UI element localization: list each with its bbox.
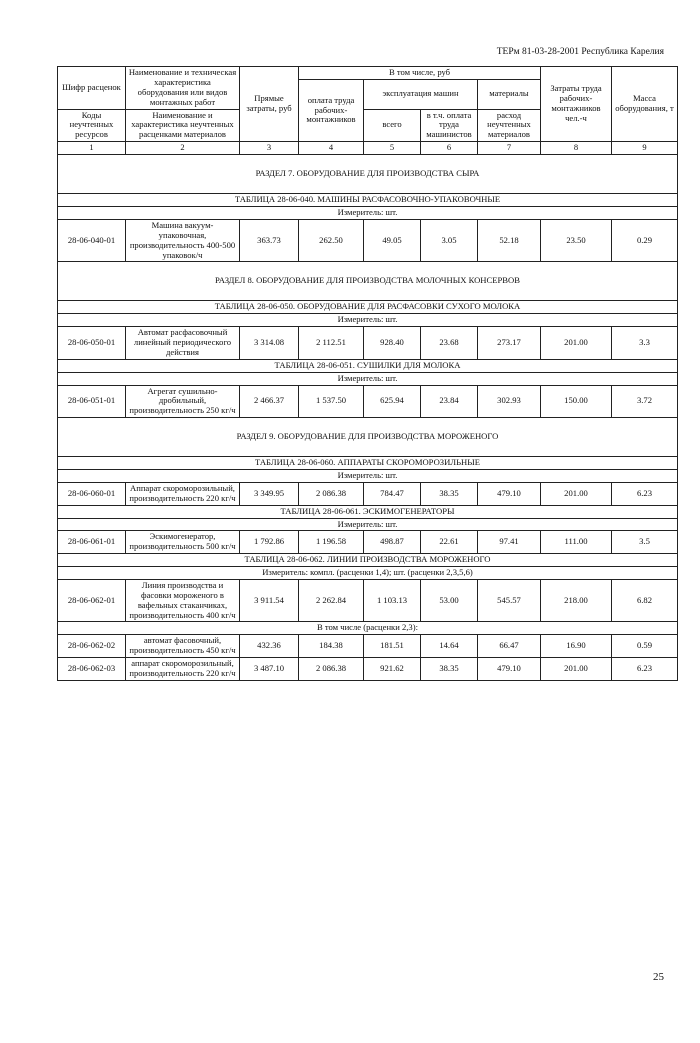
table-row bbox=[58, 658, 678, 681]
col-unacc: расход неучтенных материалов bbox=[478, 109, 541, 142]
row-name: аппарат скороморозильный, производительность 220 кг/ч bbox=[126, 658, 240, 681]
row-mach: 38.35 bbox=[421, 482, 478, 505]
row-wages: 184.38 bbox=[299, 635, 364, 658]
table-title: ТАБЛИЦА 28-06-062. ЛИНИИ ПРОИЗВОДСТВА МОРОЖЕНОГО bbox=[58, 554, 678, 567]
table-title: ТАБЛИЦА 28-06-061. ЭСКИМОГЕНЕРАТОРЫ bbox=[58, 505, 678, 518]
col-mass: Масса оборудования, т bbox=[612, 67, 678, 142]
col-num: 5 bbox=[364, 142, 421, 155]
row-wages: 2 112.51 bbox=[299, 327, 364, 360]
col-exploit: эксплуатация машин bbox=[364, 79, 478, 109]
table-row bbox=[58, 482, 678, 505]
row-labor: 150.00 bbox=[541, 385, 612, 418]
col-total: всего bbox=[364, 109, 421, 142]
row-direct: 2 466.37 bbox=[240, 385, 299, 418]
row-code: 28-06-061-01 bbox=[58, 531, 126, 554]
row-direct: 3 314.08 bbox=[240, 327, 299, 360]
row-mat: 52.18 bbox=[478, 219, 541, 262]
row-code: 28-06-040-01 bbox=[58, 219, 126, 262]
col-num: 9 bbox=[612, 142, 678, 155]
row-labor: 23.50 bbox=[541, 219, 612, 262]
col-num: 6 bbox=[421, 142, 478, 155]
row-labor: 218.00 bbox=[541, 579, 612, 622]
col-materials: материалы bbox=[478, 79, 541, 109]
row-direct: 363.73 bbox=[240, 219, 299, 262]
row-mat: 273.17 bbox=[478, 327, 541, 360]
row-labor: 201.00 bbox=[541, 327, 612, 360]
rates-table bbox=[57, 66, 678, 681]
table-title: ТАБЛИЦА 28-06-050. ОБОРУДОВАНИЕ ДЛЯ РАСФАСОВКИ СУХОГО МОЛОКА bbox=[58, 301, 678, 314]
row-mass: 0.59 bbox=[612, 635, 678, 658]
row-mach: 38.35 bbox=[421, 658, 478, 681]
table-row bbox=[58, 579, 678, 622]
row-wages: 2 262.84 bbox=[299, 579, 364, 622]
row-code: 28-06-051-01 bbox=[58, 385, 126, 418]
row-total: 49.05 bbox=[364, 219, 421, 262]
row-labor: 201.00 bbox=[541, 658, 612, 681]
row-mat: 302.93 bbox=[478, 385, 541, 418]
row-mass: 3.5 bbox=[612, 531, 678, 554]
row-direct: 3 487.10 bbox=[240, 658, 299, 681]
row-mass: 0.29 bbox=[612, 219, 678, 262]
col-labor: Затраты труда рабочих-монтажников чел.-ч bbox=[541, 67, 612, 142]
table-row bbox=[58, 531, 678, 554]
row-mat: 479.10 bbox=[478, 482, 541, 505]
measure-unit: Измеритель: шт. bbox=[58, 372, 678, 385]
row-total: 181.51 bbox=[364, 635, 421, 658]
subheading: В том числе (расценки 2,3): bbox=[58, 622, 678, 635]
col-code-bottom: Коды неучтенных ресурсов bbox=[58, 109, 126, 142]
measure-unit: Измеритель: шт. bbox=[58, 470, 678, 483]
measure-unit: Измеритель: компл. (расценки 1,4); шт. (расценки 2,3,5,6) bbox=[58, 567, 678, 580]
row-mass: 6.82 bbox=[612, 579, 678, 622]
row-wages: 1 196.58 bbox=[299, 531, 364, 554]
measure-unit: Измеритель: шт. bbox=[58, 314, 678, 327]
row-code: 28-06-062-01 bbox=[58, 579, 126, 622]
col-wages: оплата труда рабочих-монтажников bbox=[299, 79, 364, 141]
row-code: 28-06-060-01 bbox=[58, 482, 126, 505]
row-total: 928.40 bbox=[364, 327, 421, 360]
table-title: ТАБЛИЦА 28-06-051. СУШИЛКИ ДЛЯ МОЛОКА bbox=[58, 359, 678, 372]
row-name: Аппарат скороморозильный, производительность 220 кг/ч bbox=[126, 482, 240, 505]
row-mass: 3.3 bbox=[612, 327, 678, 360]
col-name-top: Наименование и техническая характеристика оборудования или видов монтажных работ bbox=[126, 67, 240, 110]
row-total: 921.62 bbox=[364, 658, 421, 681]
row-mass: 6.23 bbox=[612, 482, 678, 505]
table-row bbox=[58, 219, 678, 262]
row-mach: 53.00 bbox=[421, 579, 478, 622]
row-mach: 23.68 bbox=[421, 327, 478, 360]
section-title: РАЗДЕЛ 8. ОБОРУДОВАНИЕ ДЛЯ ПРОИЗВОДСТВА МОЛОЧНЫХ КОНСЕРВОВ bbox=[58, 262, 678, 301]
row-total: 784.47 bbox=[364, 482, 421, 505]
row-code: 28-06-050-01 bbox=[58, 327, 126, 360]
section-title: РАЗДЕЛ 7. ОБОРУДОВАНИЕ ДЛЯ ПРОИЗВОДСТВА СЫРА bbox=[58, 155, 678, 194]
row-total: 1 103.13 bbox=[364, 579, 421, 622]
page-header: ТЕРм 81-03-28-2001 Республика Карелия bbox=[496, 47, 664, 57]
row-mach: 22.61 bbox=[421, 531, 478, 554]
row-name: Машина вакуум-упаковочная, производительность 400-500 упаковок/ч bbox=[126, 219, 240, 262]
col-incl: В том числе, руб bbox=[299, 67, 541, 80]
row-wages: 2 086.38 bbox=[299, 658, 364, 681]
row-mass: 6.23 bbox=[612, 658, 678, 681]
row-direct: 432.36 bbox=[240, 635, 299, 658]
row-name: Агрегат сушильно-дробильный, производительность 250 кг/ч bbox=[126, 385, 240, 418]
row-direct: 1 792.86 bbox=[240, 531, 299, 554]
row-name: Линия производства и фасовки мороженого в вафельных стаканчиках, производительность 400 кг/ч bbox=[126, 579, 240, 622]
row-name: автомат фасовочный, производительность 450 кг/ч bbox=[126, 635, 240, 658]
row-mat: 545.57 bbox=[478, 579, 541, 622]
col-num: 2 bbox=[126, 142, 240, 155]
row-code: 28-06-062-02 bbox=[58, 635, 126, 658]
column-numbers-row bbox=[58, 142, 678, 155]
measure-unit: Измеритель: шт. bbox=[58, 518, 678, 531]
col-num: 8 bbox=[541, 142, 612, 155]
row-mass: 3.72 bbox=[612, 385, 678, 418]
row-mach: 14.64 bbox=[421, 635, 478, 658]
row-labor: 111.00 bbox=[541, 531, 612, 554]
row-name: Эскимогенератор, производительность 500 кг/ч bbox=[126, 531, 240, 554]
section-title: РАЗДЕЛ 9. ОБОРУДОВАНИЕ ДЛЯ ПРОИЗВОДСТВА МОРОЖЕНОГО bbox=[58, 418, 678, 457]
row-mat: 479.10 bbox=[478, 658, 541, 681]
row-wages: 262.50 bbox=[299, 219, 364, 262]
col-num: 4 bbox=[299, 142, 364, 155]
row-total: 498.87 bbox=[364, 531, 421, 554]
col-code-top: Шифр расценок bbox=[58, 67, 126, 110]
row-wages: 1 537.50 bbox=[299, 385, 364, 418]
table-title: ТАБЛИЦА 28-06-060. АППАРАТЫ СКОРОМОРОЗИЛЬНЫЕ bbox=[58, 457, 678, 470]
table-title: ТАБЛИЦА 28-06-040. МАШИНЫ РАСФАСОВОЧНО-УПАКОВОЧНЫЕ bbox=[58, 194, 678, 207]
col-num: 3 bbox=[240, 142, 299, 155]
row-mat: 97.41 bbox=[478, 531, 541, 554]
col-name-bottom: Наименование и характеристика неучтенных расценками материалов bbox=[126, 109, 240, 142]
row-mat: 66.47 bbox=[478, 635, 541, 658]
table-row bbox=[58, 635, 678, 658]
row-mach: 3.05 bbox=[421, 219, 478, 262]
row-labor: 201.00 bbox=[541, 482, 612, 505]
page-number: 25 bbox=[653, 971, 664, 983]
row-direct: 3 911.54 bbox=[240, 579, 299, 622]
row-name: Автомат расфасовочный линейный периодического действия bbox=[126, 327, 240, 360]
table-row bbox=[58, 385, 678, 418]
row-code: 28-06-062-03 bbox=[58, 658, 126, 681]
measure-unit: Измеритель: шт. bbox=[58, 207, 678, 220]
col-incl-mach: в т.ч. оплата труда машинистов bbox=[421, 109, 478, 142]
row-direct: 3 349.95 bbox=[240, 482, 299, 505]
row-mach: 23.84 bbox=[421, 385, 478, 418]
row-wages: 2 086.38 bbox=[299, 482, 364, 505]
col-num: 7 bbox=[478, 142, 541, 155]
col-direct: Прямые затраты, руб bbox=[240, 67, 299, 142]
row-labor: 16.90 bbox=[541, 635, 612, 658]
table-row bbox=[58, 327, 678, 360]
col-num: 1 bbox=[58, 142, 126, 155]
row-total: 625.94 bbox=[364, 385, 421, 418]
